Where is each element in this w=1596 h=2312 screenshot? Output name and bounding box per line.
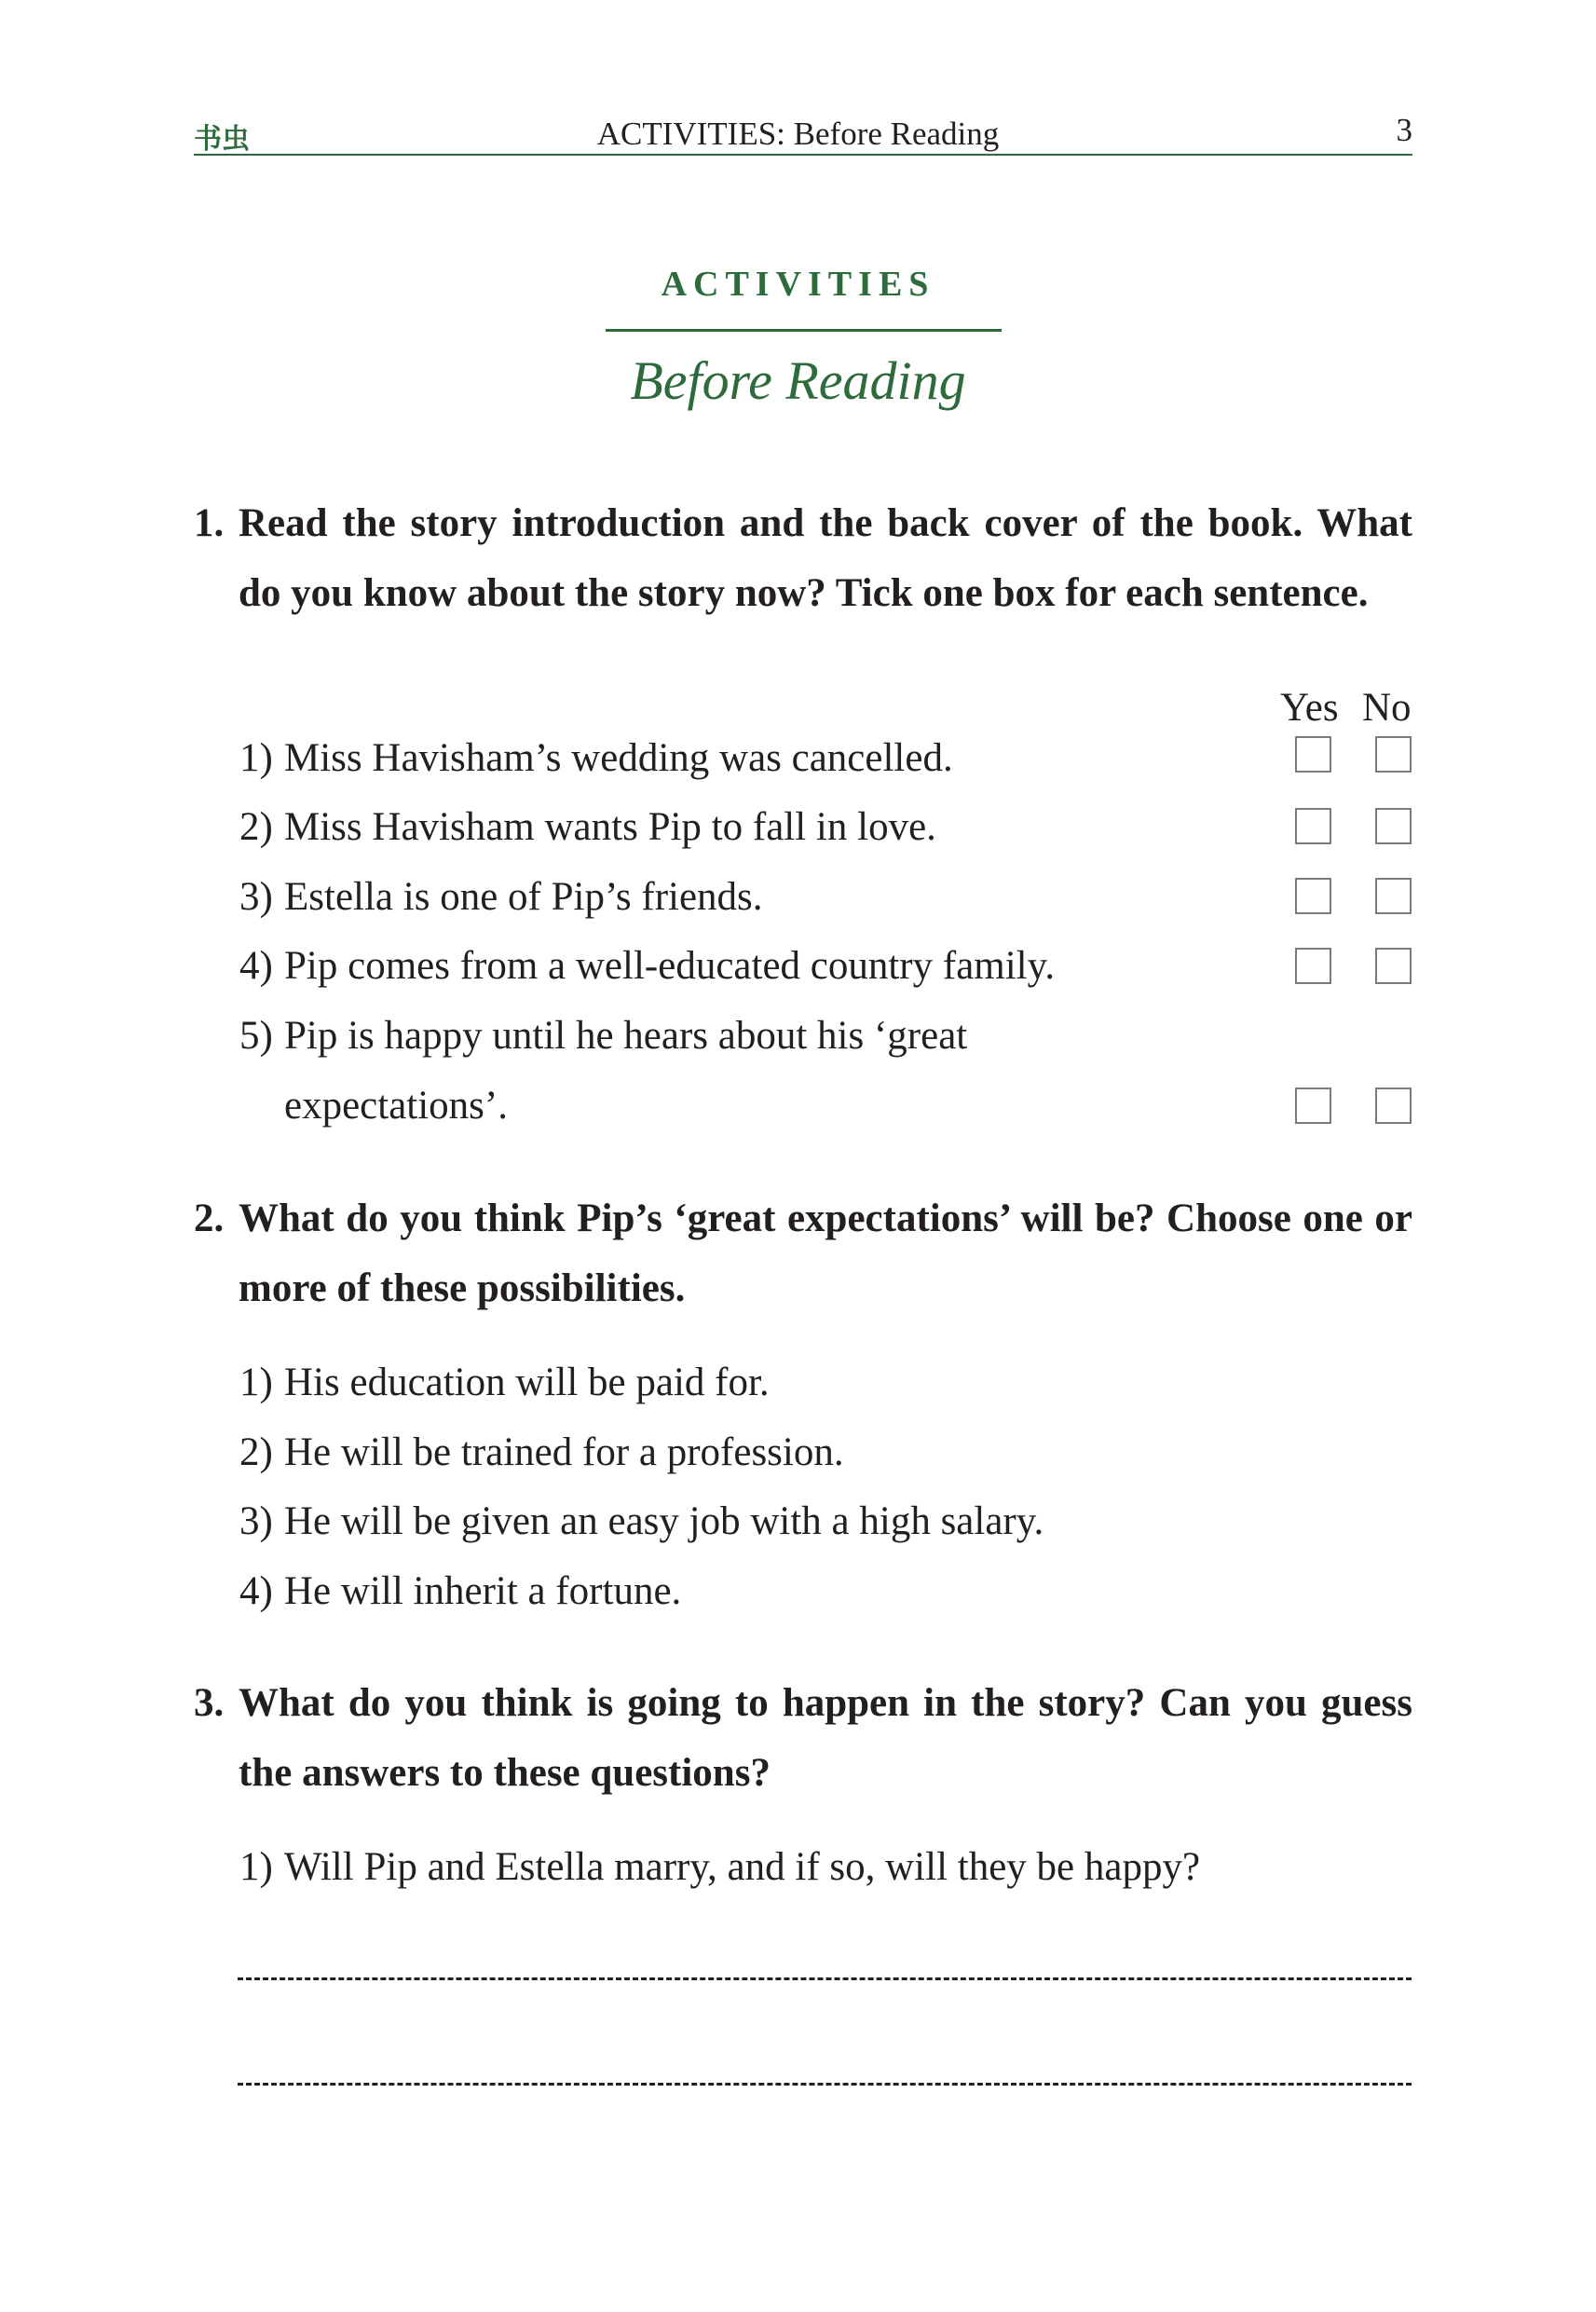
item-number: 3)	[239, 875, 273, 919]
item-text: He will be trained for a profession.	[284, 1430, 844, 1474]
item-text: Miss Havisham wants Pip to fall in love.	[284, 805, 936, 849]
question-number: 1.	[194, 501, 225, 545]
item-number: 2)	[239, 805, 273, 849]
item-number: 2)	[239, 1430, 273, 1474]
item-number: 1)	[239, 736, 273, 780]
question-number: 3.	[194, 1681, 225, 1725]
q2-item	[239, 1417, 844, 1487]
item-text: Miss Havisham’s wedding was cancelled.	[284, 736, 953, 780]
series-logo: 书虫	[194, 123, 250, 156]
q1-item	[239, 862, 763, 932]
question-text: What do you think Pip’s ‘great expectations’ will be? Choose one or more of these possibilities.	[239, 1197, 1412, 1310]
section-title: ACTIVITIES	[661, 265, 935, 304]
section-subtitle: Before Reading	[630, 350, 966, 411]
q1-item	[239, 931, 1055, 1001]
answer-line[interactable]	[238, 1977, 1412, 1980]
no-checkbox[interactable]	[1375, 878, 1412, 914]
header-rule	[194, 154, 1412, 156]
question-text: What do you think is going to happen in the story? Can you guess the answers to these questions?	[239, 1681, 1412, 1795]
yes-checkbox[interactable]	[1295, 878, 1331, 914]
q3-item	[239, 1832, 1200, 1902]
item-number: 4)	[239, 1569, 273, 1613]
item-text: Estella is one of Pip’s friends.	[284, 875, 763, 919]
item-text: Pip comes from a well-educated country family.	[284, 944, 1056, 988]
page-number: 3	[1396, 112, 1412, 148]
no-column-header: No	[1362, 686, 1412, 730]
item-text: expectations’.	[284, 1084, 508, 1128]
q1-item	[239, 792, 936, 862]
no-checkbox[interactable]	[1375, 808, 1412, 844]
item-text: He will inherit a fortune.	[284, 1569, 682, 1613]
yes-column-header: Yes	[1280, 686, 1339, 730]
item-text: His education will be paid for.	[284, 1361, 770, 1404]
q1-item-continuation	[284, 1071, 508, 1141]
item-number: 1)	[239, 1845, 273, 1889]
item-text: Will Pip and Estella marry, and if so, will they be happy?	[284, 1845, 1201, 1889]
q1-item	[239, 1001, 967, 1071]
q2-item	[239, 1486, 1044, 1556]
question-3	[194, 1668, 1412, 1808]
item-number: 3)	[239, 1499, 273, 1543]
no-checkbox[interactable]	[1375, 1088, 1412, 1124]
yes-checkbox[interactable]	[1295, 736, 1331, 773]
q2-item	[239, 1556, 681, 1626]
running-header-title: ACTIVITIES: Before Reading	[596, 116, 1000, 152]
no-checkbox[interactable]	[1375, 736, 1412, 773]
no-checkbox[interactable]	[1375, 948, 1412, 984]
item-text: Pip is happy until he hears about his ‘great	[284, 1014, 968, 1058]
yes-checkbox[interactable]	[1295, 948, 1331, 984]
item-number: 4)	[239, 944, 273, 988]
question-text: Read the story introduction and the back cover of the book. What do you know about the story now? Tick one box for each sentence.	[239, 501, 1412, 615]
question-1	[194, 488, 1412, 628]
item-number: 5)	[239, 1014, 273, 1058]
q2-item	[239, 1348, 770, 1417]
question-number: 2.	[194, 1197, 225, 1240]
item-text: He will be given an easy job with a high salary.	[284, 1499, 1044, 1543]
yes-checkbox[interactable]	[1295, 1088, 1331, 1124]
answer-line[interactable]	[238, 2083, 1412, 2086]
question-2	[194, 1183, 1412, 1323]
q1-item	[239, 723, 953, 793]
title-divider	[606, 329, 1002, 332]
item-number: 1)	[239, 1361, 273, 1404]
yes-checkbox[interactable]	[1295, 808, 1331, 844]
